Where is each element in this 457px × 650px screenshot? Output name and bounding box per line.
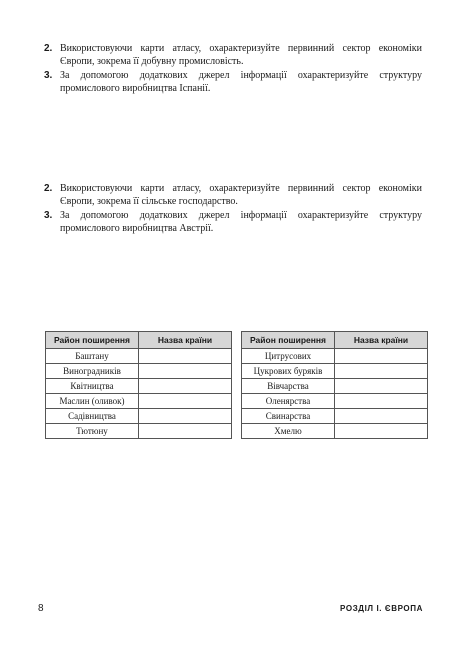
region-cell: Баштану <box>46 349 139 364</box>
region-cell: Виноградників <box>46 364 139 379</box>
header-country: Назва країни <box>139 332 232 349</box>
task-text: Використовуючи карти атласу, охарактеризуйте первинний сектор економіки Європи, зокрема її добувну промисловість. <box>60 43 422 67</box>
country-cell[interactable] <box>139 364 232 379</box>
country-cell[interactable] <box>335 349 428 364</box>
country-cell[interactable] <box>139 379 232 394</box>
header-region: Район поширення <box>46 332 139 349</box>
table-row <box>46 349 232 364</box>
table-row <box>46 379 232 394</box>
region-cell: Вівчарства <box>242 379 335 394</box>
task-block-austria <box>44 183 422 237</box>
task-text: За допомогою додаткових джерел інформації охарактеризуйте структуру промислового виробництва Австрії. <box>60 210 422 234</box>
task-item <box>44 70 422 95</box>
table-row <box>242 364 428 379</box>
task-item <box>44 43 422 68</box>
country-cell[interactable] <box>335 364 428 379</box>
crops-table-right <box>241 331 428 439</box>
table-row <box>242 379 428 394</box>
table-row <box>46 424 232 439</box>
region-cell: Квітництва <box>46 379 139 394</box>
table-header-row <box>46 332 232 349</box>
task-item <box>44 183 422 208</box>
table-row <box>46 364 232 379</box>
region-cell: Тютюну <box>46 424 139 439</box>
table-row <box>46 394 232 409</box>
page-number: 8 <box>38 603 44 614</box>
region-cell: Садівництва <box>46 409 139 424</box>
country-cell[interactable] <box>335 409 428 424</box>
table-row <box>242 409 428 424</box>
task-number: 2. <box>44 43 53 54</box>
task-text: Використовуючи карти атласу, охарактеризуйте первинний сектор економіки Європи, зокрема її сільське господарство. <box>60 183 422 207</box>
country-cell[interactable] <box>335 379 428 394</box>
task-block-spain <box>44 43 422 97</box>
table-row <box>242 424 428 439</box>
region-cell: Оленярства <box>242 394 335 409</box>
header-region: Район поширення <box>242 332 335 349</box>
region-cell: Свинарства <box>242 409 335 424</box>
country-cell[interactable] <box>139 349 232 364</box>
section-title: РОЗДІЛ І. ЄВРОПА <box>340 604 423 613</box>
region-cell: Цукрових буряків <box>242 364 335 379</box>
table-row <box>242 349 428 364</box>
task-number: 3. <box>44 70 53 81</box>
table-row <box>242 394 428 409</box>
header-country: Назва країни <box>335 332 428 349</box>
country-cell[interactable] <box>335 424 428 439</box>
region-cell: Цитрусових <box>242 349 335 364</box>
table-header-row <box>242 332 428 349</box>
region-cell: Маслин (оливок) <box>46 394 139 409</box>
task-number: 3. <box>44 210 53 221</box>
country-cell[interactable] <box>139 394 232 409</box>
country-cell[interactable] <box>139 409 232 424</box>
task-number: 2. <box>44 183 53 194</box>
table-row <box>46 409 232 424</box>
region-cell: Хмелю <box>242 424 335 439</box>
task-text: За допомогою додаткових джерел інформації охарактеризуйте структуру промислового виробництва Іспанії. <box>60 70 422 94</box>
crops-table-left <box>45 331 232 439</box>
task-item <box>44 210 422 235</box>
country-cell[interactable] <box>139 424 232 439</box>
country-cell[interactable] <box>335 394 428 409</box>
